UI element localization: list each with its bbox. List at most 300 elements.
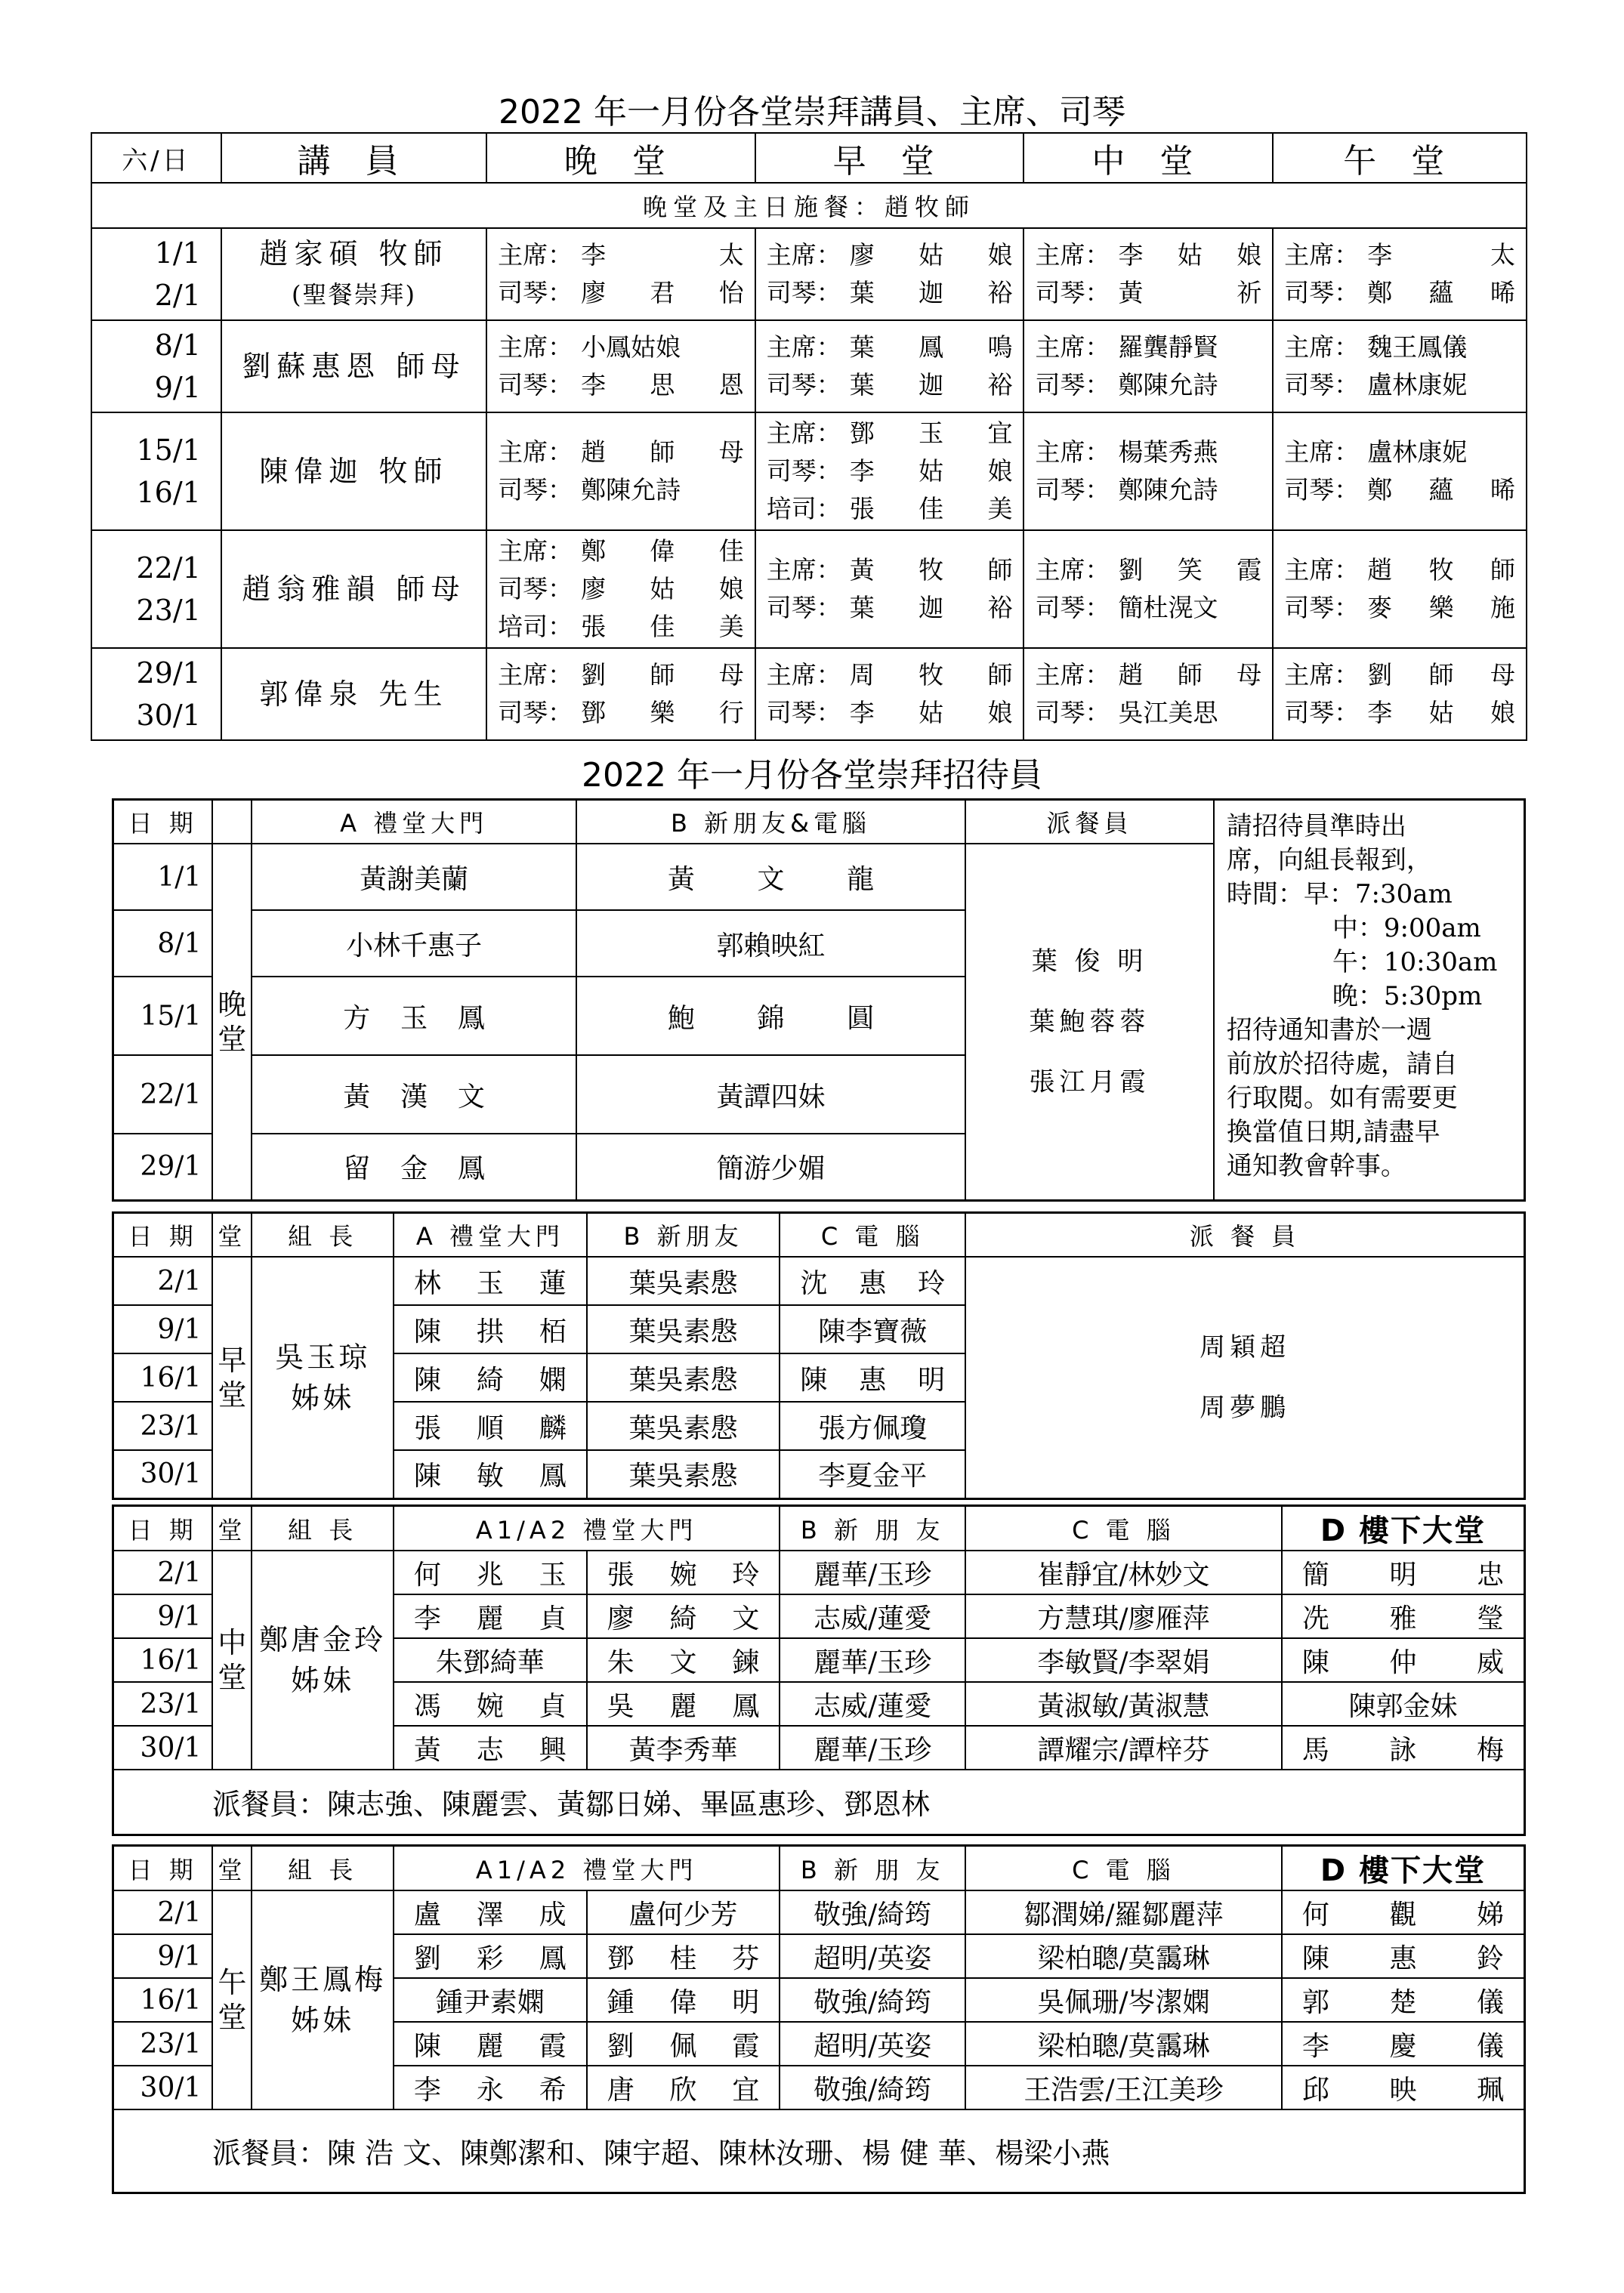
name-text: 麗華/玉珍: [814, 1734, 932, 1766]
name-cell: 小林千惠子: [346, 930, 483, 961]
name-text: 李 慶 儀: [1301, 2030, 1504, 2062]
role-line: [1274, 551, 1526, 589]
role-cell: [1023, 648, 1273, 740]
header-c-computer: C 電 腦: [780, 1213, 965, 1258]
role-line: [1024, 434, 1272, 471]
date-cell: 16/1: [113, 1978, 213, 2022]
role-label: 主席：: [1284, 660, 1360, 690]
role-cell: [755, 228, 1024, 320]
usher-b: [780, 1638, 965, 1682]
role-person: 魏王鳳儀: [1367, 332, 1468, 362]
header-hall: 堂: [212, 1846, 252, 1891]
server-name: 張江月霞: [1029, 1066, 1150, 1097]
role-cell: [1273, 412, 1527, 530]
usher-d: [1282, 1934, 1525, 1978]
role-label: 司琴：: [498, 698, 573, 727]
header-b-newfriend: B 新 朋 友: [780, 1506, 965, 1551]
usher-d: [1282, 1726, 1525, 1770]
name-cell: 黃 漢 文: [343, 1081, 485, 1113]
name-text: 李 永 希: [413, 2074, 567, 2106]
usher-b: [780, 1594, 965, 1638]
role-person: 葉 迦 裕: [849, 370, 1013, 400]
role-cell: [486, 648, 755, 740]
date-cell: [91, 530, 221, 648]
role-person: 鄧 玉 宜: [849, 418, 1013, 448]
notice-line: 請招待員準時出: [1226, 811, 1406, 841]
role-line: [756, 656, 1023, 694]
name-text: 劉 彩 鳳: [413, 1943, 567, 1974]
name-text: 葉吳素慇: [628, 1461, 738, 1492]
role-cell: [1023, 320, 1273, 412]
schedule-row: [91, 530, 1527, 648]
date-text: 22/1: [136, 551, 201, 585]
role-person: 趙 牧 師: [1367, 555, 1515, 585]
role-line: [1274, 366, 1526, 404]
header-b-newfriend: B 新朋友&電腦: [576, 800, 965, 844]
role-label: 司琴：: [1284, 698, 1360, 727]
role-person: 鄭 偉 佳: [581, 536, 744, 566]
usher-notice: [1214, 800, 1525, 1201]
role-cell: [1023, 412, 1273, 530]
header-afternoon: 午 堂: [1273, 133, 1527, 183]
notice-line: 行取閱。如有需要更: [1226, 1083, 1458, 1113]
name-cell: 鮑 錦 圓: [667, 1002, 875, 1034]
usher-c: [965, 1638, 1282, 1682]
role-cell: [486, 412, 755, 530]
header-a1a2-door: A1/A2 禮堂大門: [394, 1846, 780, 1891]
name-text: 陳 惠 鈴: [1301, 1943, 1504, 1974]
usher-c: [965, 1978, 1282, 2022]
usher-a2: [587, 1934, 780, 1978]
name-text: 黃淑敏/黃淑慧: [1037, 1690, 1210, 1722]
usher-d: [1282, 1890, 1525, 1934]
role-cell: [1273, 530, 1527, 648]
usher-a1: [394, 2066, 587, 2109]
role-line: [1024, 471, 1272, 509]
usher-row: [113, 1551, 1525, 1594]
role-line: [1274, 236, 1526, 274]
date-text: 29/1: [136, 656, 201, 690]
role-person: 鄭陳允詩: [1118, 370, 1218, 400]
name-text: 冼 雅 瑩: [1301, 1603, 1504, 1634]
name-text: 志威/蓮愛: [814, 1690, 932, 1722]
role-person: 李 姑 娘: [849, 456, 1013, 486]
role-person: 羅龔靜賢: [1118, 332, 1218, 362]
usher-c: [780, 1402, 965, 1450]
date-cell: 15/1: [113, 977, 213, 1055]
usher-a2: [587, 1726, 780, 1770]
role-person: 鄭陳允詩: [1118, 475, 1218, 505]
usher-a2: [587, 1638, 780, 1682]
role-person: 廖 君 怡: [581, 278, 744, 307]
midday-usher-table: [112, 1504, 1526, 1836]
usher-c: [965, 1551, 1282, 1594]
usher-d: [1282, 2022, 1525, 2066]
group-leader: 吳玉琼 姊妹: [252, 1257, 394, 1498]
usher-c: [965, 1726, 1282, 1770]
role-cell: [1273, 320, 1527, 412]
role-person: 李 姑 娘: [849, 698, 1013, 727]
role-cell: [755, 412, 1024, 530]
name-text: 廖 綺 文: [607, 1603, 760, 1634]
usher-a1: [394, 1890, 587, 1934]
name-cell: 黃譚四妹: [716, 1081, 826, 1113]
role-line: [756, 366, 1023, 404]
notice-line: 通知教會幹事。: [1226, 1151, 1406, 1181]
usher-b: [587, 1450, 780, 1498]
role-label: 主席：: [766, 332, 841, 362]
name-text: 沈 惠 玲: [800, 1267, 946, 1299]
role-person: 楊葉秀燕: [1118, 437, 1218, 467]
header-servers: 派 餐 員: [965, 1213, 1524, 1258]
speaker-name: 陳偉迦 牧師: [259, 455, 449, 488]
usher-b: [780, 1551, 965, 1594]
role-label: 司琴：: [766, 456, 841, 486]
name-text: 麗華/玉珍: [814, 1646, 932, 1678]
usher-b: [587, 1402, 780, 1450]
name-text: 郭 楚 儀: [1301, 1986, 1504, 2018]
role-label: 主席：: [766, 555, 841, 585]
header-midday: 中 堂: [1023, 133, 1273, 183]
role-line: [487, 694, 755, 732]
usher-a: [394, 1305, 587, 1353]
name-text: 梁柏聰/莫靄琳: [1037, 1943, 1210, 1974]
evening-servers: [965, 844, 1214, 1200]
usher-b: [780, 1890, 965, 1934]
name-text: 陳 惠 明: [800, 1364, 946, 1396]
role-person: 鄭 蘊 晞: [1367, 278, 1515, 307]
usher-c: [780, 1305, 965, 1353]
name-text: 崔靜宜/林妙文: [1037, 1559, 1210, 1591]
date-cell: 9/1: [113, 1934, 213, 1978]
usher-d: [1282, 1551, 1525, 1594]
role-line: [1024, 694, 1272, 732]
role-label: 司琴：: [766, 593, 841, 622]
role-line: [756, 589, 1023, 627]
role-label: 司琴：: [1035, 593, 1110, 622]
notice-line: 換當值日期,請盡早: [1226, 1117, 1440, 1147]
role-line: [1274, 274, 1526, 312]
role-person: 廖 姑 娘: [581, 574, 744, 603]
role-line: [1274, 471, 1526, 509]
name-text: 黃 志 興: [413, 1734, 567, 1766]
group-leader: 鄭唐金玲 姊妹: [252, 1551, 394, 1770]
header-date: 日 期: [113, 1846, 213, 1891]
name-text: 鍾尹素嫻: [435, 1986, 545, 2018]
date-cell: 30/1: [113, 2066, 213, 2109]
role-line: [1274, 329, 1526, 366]
header-leader: 組 長: [252, 1846, 394, 1891]
header-a1a2-door: A1/A2 禮堂大門: [394, 1506, 780, 1551]
role-label: 司琴：: [766, 370, 841, 400]
role-person: 廖 姑 娘: [849, 240, 1013, 270]
role-label: 司琴：: [1035, 278, 1110, 307]
role-label: 主席：: [766, 418, 841, 448]
date-cell: [91, 320, 221, 412]
speaker-cell: [221, 530, 486, 648]
role-line: [487, 471, 755, 509]
role-label: 司琴：: [498, 370, 573, 400]
role-line: [756, 490, 1023, 528]
date-cell: 29/1: [113, 1134, 213, 1200]
evening-usher-table: [112, 798, 1526, 1202]
name-text: 何 兆 玉: [413, 1559, 567, 1591]
role-label: 主席：: [1035, 555, 1110, 585]
name-text: 馮 婉 貞: [413, 1690, 567, 1722]
usher-c: [780, 1257, 965, 1305]
name-text: 唐 欣 宜: [607, 2074, 760, 2106]
role-person: 張 佳 美: [849, 494, 1013, 523]
group-leader: 鄭王鳳梅 姊妹: [252, 1890, 394, 2109]
usher-a1: [394, 1638, 587, 1682]
role-line: [1024, 551, 1272, 589]
role-line: [487, 366, 755, 404]
hall-label: 晚 堂: [212, 844, 252, 1200]
usher-b: [780, 1682, 965, 1726]
name-text: 麗華/玉珍: [814, 1559, 932, 1591]
role-label: 主席：: [498, 536, 573, 566]
role-label: 司琴：: [1284, 278, 1360, 307]
schedule-row: [91, 228, 1527, 320]
usher-a2: [587, 2066, 780, 2109]
role-person: 盧林康妮: [1367, 370, 1468, 400]
name-text: 葉吳素慇: [628, 1412, 738, 1444]
name-text: 超明/英姿: [814, 1943, 932, 1974]
header-speaker: 講 員: [221, 133, 486, 183]
role-person: 趙 師 母: [1118, 660, 1262, 690]
role-person: 簡杜滉文: [1118, 593, 1218, 622]
name-text: 方慧琪/廖雁萍: [1037, 1603, 1210, 1634]
role-line: [1024, 274, 1272, 312]
role-person: 李 姑 娘: [1118, 240, 1262, 270]
role-label: 主席：: [498, 240, 573, 270]
usher-a: [394, 1450, 587, 1498]
schedule-row: [91, 412, 1527, 530]
role-person: 劉 師 母: [581, 660, 744, 690]
usher-d: [1282, 1638, 1525, 1682]
role-person: 鄧 樂 行: [581, 698, 744, 727]
name-text: 黃李秀華: [628, 1734, 738, 1766]
usher-a2: [587, 1890, 780, 1934]
role-label: 主席：: [498, 660, 573, 690]
usher-c: [965, 1594, 1282, 1638]
usher-a1: [394, 2022, 587, 2066]
name-text: 盧 澤 成: [413, 1899, 567, 1930]
name-text: 王浩雲/王江美珍: [1023, 2074, 1224, 2106]
date-cell: 30/1: [113, 1450, 213, 1498]
name-text: 陳李寶薇: [818, 1316, 928, 1347]
date-cell: [91, 228, 221, 320]
header-d-lobby: D 樓下大堂: [1282, 1846, 1525, 1891]
name-text: 林 玉 蓮: [414, 1267, 567, 1299]
name-text: 梁柏聰/莫靄琳: [1037, 2030, 1210, 2062]
role-person: 李 太: [581, 240, 744, 270]
usher-d: [1282, 1594, 1525, 1638]
usher-a1: [394, 1978, 587, 2022]
speaker-cell: [221, 228, 486, 320]
header-c-computer: C 電 腦: [965, 1846, 1282, 1891]
usher-d: [1282, 2066, 1525, 2109]
role-cell: [1023, 530, 1273, 648]
usher-a1: [394, 1682, 587, 1726]
hall-label: 午 堂: [212, 1890, 252, 2109]
role-label: 司琴：: [1035, 370, 1110, 400]
afternoon-usher-table: [112, 1844, 1526, 2194]
role-label: 主席：: [1035, 660, 1110, 690]
date-cell: [91, 648, 221, 740]
name-text: 葉吳素慇: [628, 1364, 738, 1396]
date-cell: 16/1: [113, 1353, 213, 1402]
role-label: 司琴：: [1284, 370, 1360, 400]
role-label: 主席：: [766, 240, 841, 270]
hall-label: 中 堂: [212, 1551, 252, 1770]
schedule-row: [91, 648, 1527, 740]
name-text: 張 婉 玲: [607, 1559, 760, 1591]
name-text: 敬強/綺筠: [814, 1986, 932, 2018]
date-cell: 30/1: [113, 1726, 213, 1770]
role-label: 司琴：: [766, 278, 841, 307]
header-evening: 晚 堂: [486, 133, 755, 183]
header-d-lobby: D 樓下大堂: [1282, 1506, 1525, 1551]
role-person: 李 太: [1367, 240, 1515, 270]
role-line: [487, 329, 755, 366]
role-person: 葉 鳳 鳴: [849, 332, 1013, 362]
role-person: 盧林康妮: [1367, 437, 1468, 467]
role-cell: [755, 530, 1024, 648]
role-line: [487, 434, 755, 471]
header-leader: 組 長: [252, 1213, 394, 1258]
role-cell: [1023, 228, 1273, 320]
role-person: 吳江美思: [1118, 698, 1218, 727]
role-label: 司琴：: [766, 698, 841, 727]
usher-b: [587, 1257, 780, 1305]
role-label: 主席：: [498, 437, 573, 467]
speaker-name: 趙翁雅韻 師母: [242, 572, 466, 606]
usher-b: [587, 1353, 780, 1402]
midday-servers: 派餐員：陳志強、陳麗雲、黃鄒日娣、畢區惠珍、鄧恩林: [113, 1770, 1525, 1835]
name-text: 陳 敏 鳳: [414, 1461, 567, 1492]
role-person: 趙 師 母: [581, 437, 744, 467]
role-label: 司琴：: [498, 278, 573, 307]
name-text: 敬強/綺筠: [814, 1899, 932, 1930]
role-label: 主席：: [766, 660, 841, 690]
usher-a1: [394, 1594, 587, 1638]
notice-line: 午：10:30am: [1332, 947, 1498, 977]
header-morning: 早 堂: [755, 133, 1024, 183]
role-line: [1274, 434, 1526, 471]
date-text: 23/1: [136, 594, 201, 627]
role-line: [1274, 656, 1526, 694]
header-row: [91, 133, 1527, 183]
date-text: 15/1: [136, 434, 201, 467]
server-name: 葉 俊 明: [1031, 946, 1148, 977]
role-cell: [755, 648, 1024, 740]
role-line: [487, 608, 755, 646]
role-line: [756, 415, 1023, 452]
speaker-sub: (聖餐崇拜): [291, 280, 416, 309]
role-line: [1274, 694, 1526, 732]
schedule-row: [91, 320, 1527, 412]
name-text: 陳 仲 威: [1301, 1646, 1504, 1678]
date-text: 9/1: [154, 371, 201, 404]
date-cell: 1/1: [113, 844, 213, 910]
speaker-cell: [221, 648, 486, 740]
role-cell: [1273, 228, 1527, 320]
role-label: 主席：: [1284, 332, 1360, 362]
speaker-schedule-table: [91, 132, 1527, 741]
usher-a1: [394, 1934, 587, 1978]
header-c-computer: C 電 腦: [965, 1506, 1282, 1551]
usher-c: [965, 1682, 1282, 1726]
name-text: 朱鄧綺華: [435, 1646, 545, 1678]
role-label: 司琴：: [1284, 593, 1360, 622]
name-text: 志威/蓮愛: [814, 1603, 932, 1634]
role-line: [756, 551, 1023, 589]
header-hall: 堂: [212, 1213, 252, 1258]
name-text: 李 麗 貞: [413, 1603, 567, 1634]
role-person: 葉 迦 裕: [849, 593, 1013, 622]
name-cell: 郭賴映紅: [716, 930, 826, 961]
header-a-door: A 禮堂大門: [394, 1213, 587, 1258]
name-cell: 簡游少媚: [716, 1153, 826, 1185]
name-text: 何 觀 娣: [1301, 1899, 1504, 1930]
role-label: 主席：: [1035, 437, 1110, 467]
hall-label: 早 堂: [212, 1257, 252, 1498]
notice-line: 中：9:00am: [1332, 913, 1481, 943]
header-servers: 派餐員: [965, 800, 1214, 844]
name-text: 張方佩瓊: [818, 1412, 928, 1444]
role-label: 主席：: [1035, 240, 1110, 270]
name-cell: 留 金 鳳: [343, 1153, 485, 1185]
role-person: 麥 樂 施: [1367, 593, 1515, 622]
role-line: [756, 452, 1023, 490]
role-person: 李 思 恩: [581, 370, 744, 400]
date-cell: 2/1: [113, 1551, 213, 1594]
role-line: [487, 532, 755, 570]
date-cell: 22/1: [113, 1055, 213, 1134]
speaker-name: 郭偉泉 先生: [259, 677, 449, 711]
name-text: 譚耀宗/譚梓芬: [1037, 1734, 1210, 1766]
usher-c: [780, 1353, 965, 1402]
morning-servers: [965, 1257, 1524, 1498]
name-text: 簡 明 忠: [1301, 1559, 1504, 1591]
role-line: [1024, 589, 1272, 627]
usher-row: [113, 1890, 1525, 1934]
role-person: 鄭陳允詩: [581, 475, 681, 505]
date-cell: 23/1: [113, 1402, 213, 1450]
role-person: 李 姑 娘: [1367, 698, 1515, 727]
name-text: 陳 綺 嫻: [414, 1364, 567, 1396]
role-person: 黃 祈: [1118, 278, 1262, 307]
usher-a: [394, 1402, 587, 1450]
role-cell: [755, 320, 1024, 412]
name-text: 盧何少芳: [628, 1899, 738, 1930]
usher-a1: [394, 1551, 587, 1594]
usher-c: [965, 2066, 1282, 2109]
name-cell: 方 玉 鳳: [343, 1002, 485, 1034]
role-label: 司琴：: [1284, 475, 1360, 505]
speaker-name: 趙家碩 牧師: [259, 237, 449, 270]
name-text: 陳郭金妹: [1348, 1690, 1458, 1722]
header-b-newfriend: B 新朋友: [587, 1213, 780, 1258]
role-line: [1024, 236, 1272, 274]
role-person: 小鳳姑娘: [581, 332, 681, 362]
role-person: 鄭 蘊 晞: [1367, 475, 1515, 505]
date-text: 1/1: [154, 236, 201, 270]
notice-line: 招待通知書於一週: [1226, 1015, 1432, 1045]
name-text: 敬強/綺筠: [814, 2074, 932, 2106]
date-cell: 16/1: [113, 1638, 213, 1682]
